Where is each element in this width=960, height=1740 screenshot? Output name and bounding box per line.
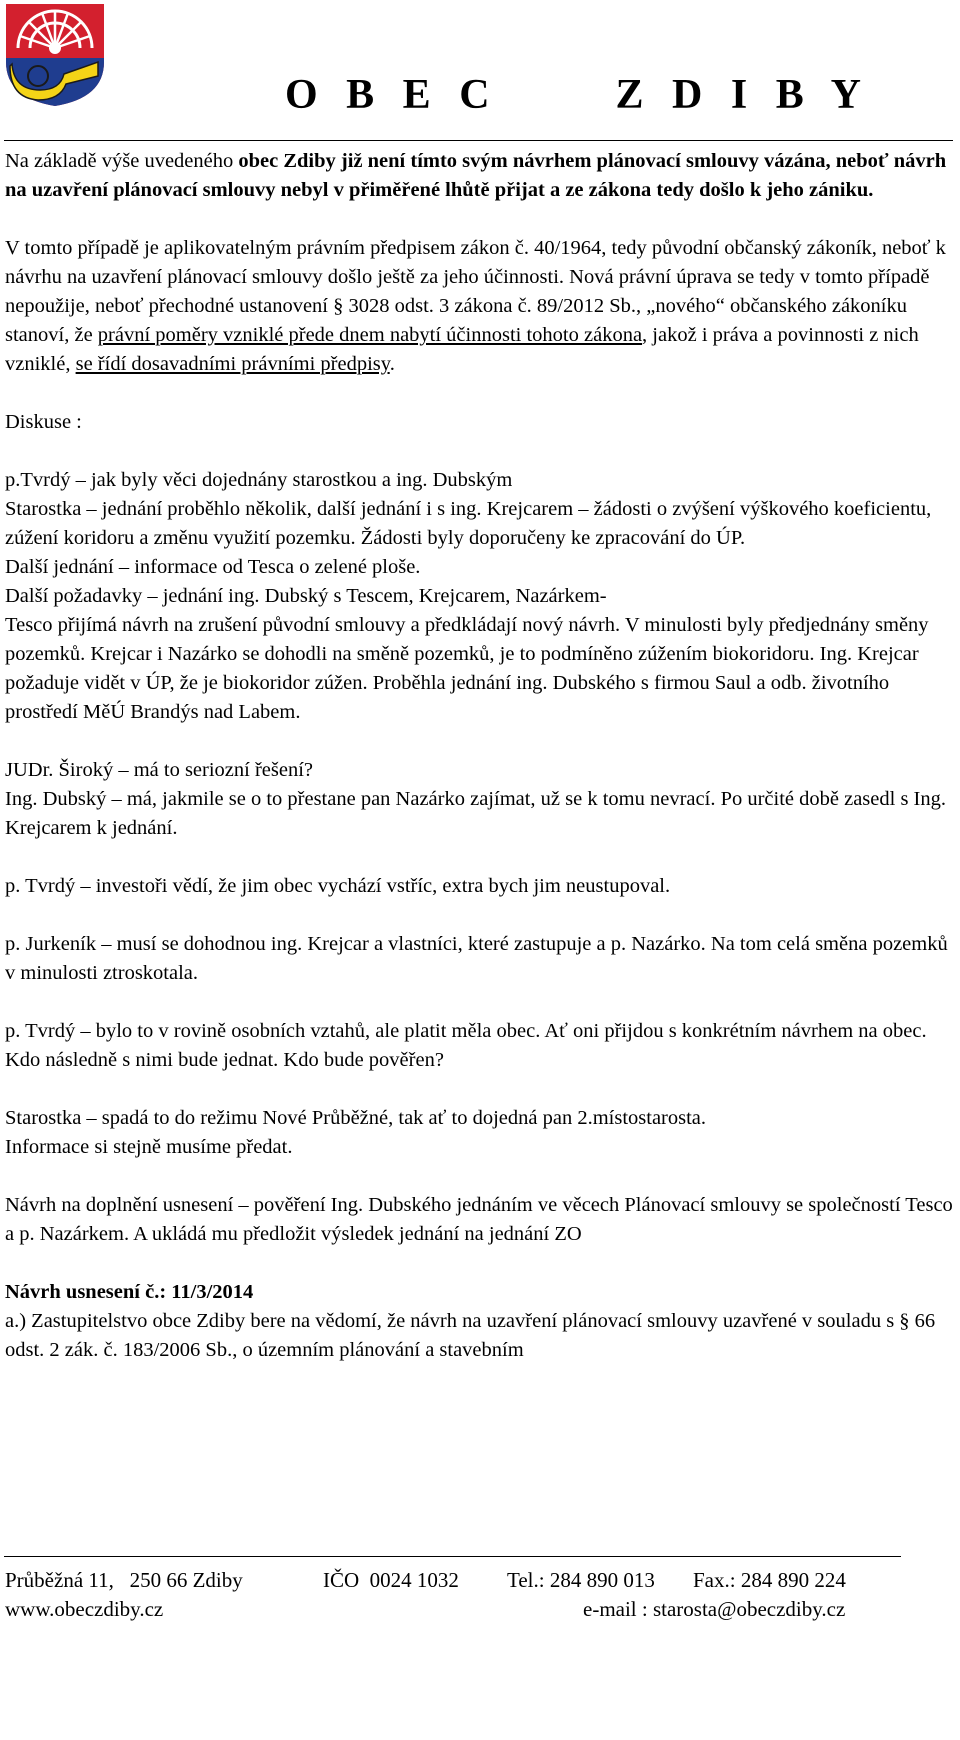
paragraph-legal-basis: V tomto případě je aplikovatelným právním předpisem zákon č. 40/1964, tedy původní občanský zákoník, neboť k návrhu na uzavření plánovací smlouvy došlo ještě za jeho účinnosti. Nová právní úprava se tedy v tomto případě nepoužije, neboť přechodné ustanovení § 3028 odst. 3 zákona č. 89/2012 Sb., „nového“ občanského zákoníku stanoví, že právní poměry vzniklé přede dnem nabytí účinnosti tohoto zákona, jakož i práva a povinnosti z nich vzniklé, se řídí dosavadními právními předpisy. bbox=[5, 237, 946, 375]
footer-phone: Tel.: 284 890 013 bbox=[507, 1568, 655, 1592]
discussion-line: JUDr. Široký – má to seriozní řešení? bbox=[5, 759, 314, 781]
footer-email-link[interactable]: e-mail : starosta@obeczdiby.cz bbox=[583, 1597, 846, 1621]
discussion-line: Další jednání – informace od Tesca o zelené ploše. bbox=[5, 556, 421, 578]
bold-statement: obec Zdiby již není tímto svým návrhem plánovací smlouvy vázána, neboť návrh na uzavření plánovací smlouvy nebyl v přiměřené lhůtě přijat a ze zákona tedy došlo k jeho zániku. bbox=[5, 150, 947, 201]
resolution-text: a.) Zastupitelstvo obce Zdiby bere na vědomí, že návrh na uzavření plánovací smlouvy uzavřené v souladu s § 66 odst. 2 zák. č. 183/2006 Sb., o územním plánování a stavebním bbox=[5, 1310, 936, 1361]
discussion-line: p. Tvrdý – bylo to v rovině osobních vztahů, ale platit měla obec. Ať oni přijdou s konkrétním návrhem na obec. Kdo následně s nimi bude jednat. Kdo bude pověřen? bbox=[5, 1020, 927, 1071]
footer-ico: IČO 0024 1032 bbox=[323, 1568, 459, 1592]
discussion-line: Starostka – spadá to do režimu Nové Průběžné, tak ať to dojedná pan 2.místostarosta. bbox=[5, 1107, 707, 1129]
paragraph-plan-contract-expiry: Na základě výše uvedeného obec Zdiby již není tímto svým návrhem plánovací smlouvy vázána, neboť návrh na uzavření plánovací smlouvy nebyl v přiměřené lhůtě přijat a ze zákona tedy došlo k jeho zániku. bbox=[5, 150, 947, 201]
discussion-line: Tesco přijímá návrh na zrušení původní smlouvy a předkládají nový návrh. V minulosti byly předjednány směny pozemků. Krejcar i Nazárko se dohodli na směně pozemků, je to podmíněno zúžením biokoridoru. Ing. Krejcar požaduje vidět v ÚP, že je biokoridor zúžen. Proběhla jednání ing. Dubského s firmou Saul a odb. životního prostředí MěÚ Brandýs nad Labem. bbox=[5, 614, 929, 723]
discussion-line: p. Jurkeník – musí se dohodnou ing. Krejcar a vlastníci, které zastupuje a p. Nazárko. Na tom celá směna pozemků v minulosti ztroskotala. bbox=[5, 933, 948, 984]
discussion-line: p.Tvrdý – jak byly věci dojednány starostkou a ing. Dubským bbox=[5, 469, 513, 491]
discussion-line: Další požadavky – jednání ing. Dubský s Tescem, Krejcarem, Nazárkem- bbox=[5, 585, 607, 607]
underlined-phrase: právní poměry vzniklé přede dnem nabytí účinnosti tohoto zákona bbox=[97, 324, 643, 346]
header-divider bbox=[4, 140, 953, 141]
footer-website-link[interactable]: www.obeczdiby.cz bbox=[5, 1597, 164, 1621]
discussion-line: Ing. Dubský – má, jakmile se o to přestane pan Nazárko zajímat, už se k tomu nevrací. Po určité době zasedl s Ing. Krejcarem k jednání. bbox=[5, 788, 947, 839]
discussion-heading: Diskuse : bbox=[5, 411, 82, 433]
discussion-line: p. Tvrdý – investoři vědí, že jim obec vychází vstříc, extra bych jim neustupoval. bbox=[5, 875, 671, 897]
discussion-line: Informace si stejně musíme předat. bbox=[5, 1136, 293, 1158]
resolution-heading: Návrh usnesení č.: 11/3/2014 bbox=[5, 1281, 254, 1303]
footer-address: Průběžná 11, 250 66 Zdiby bbox=[5, 1568, 243, 1592]
underlined-phrase: se řídí dosavadními právními předpisy bbox=[75, 353, 390, 375]
footer-fax: Fax.: 284 890 224 bbox=[693, 1568, 846, 1592]
document-body bbox=[5, 147, 953, 1365]
footer-divider bbox=[4, 1556, 901, 1557]
municipality-coat-of-arms-logo bbox=[4, 2, 106, 108]
resolution-proposal-amendment: Návrh na doplnění usnesení – pověření Ing. Dubského jednáním ve věcech Plánovací smlouvy se společností Tesco a p. Nazárkem. A ukládá mu předložit výsledek jednání na jednání ZO bbox=[5, 1194, 953, 1245]
page-footer bbox=[5, 1566, 905, 1624]
document-title: O B E C Z D I B Y bbox=[285, 72, 871, 118]
discussion-line: Starostka – jednání proběhlo několik, další jednání i s ing. Krejcarem – žádosti o zvýšení výškového koeficientu, zúžení koridoru a změnu využití pozemku. Žádosti byly doporučeny ke zpracování do ÚP. bbox=[5, 498, 932, 549]
